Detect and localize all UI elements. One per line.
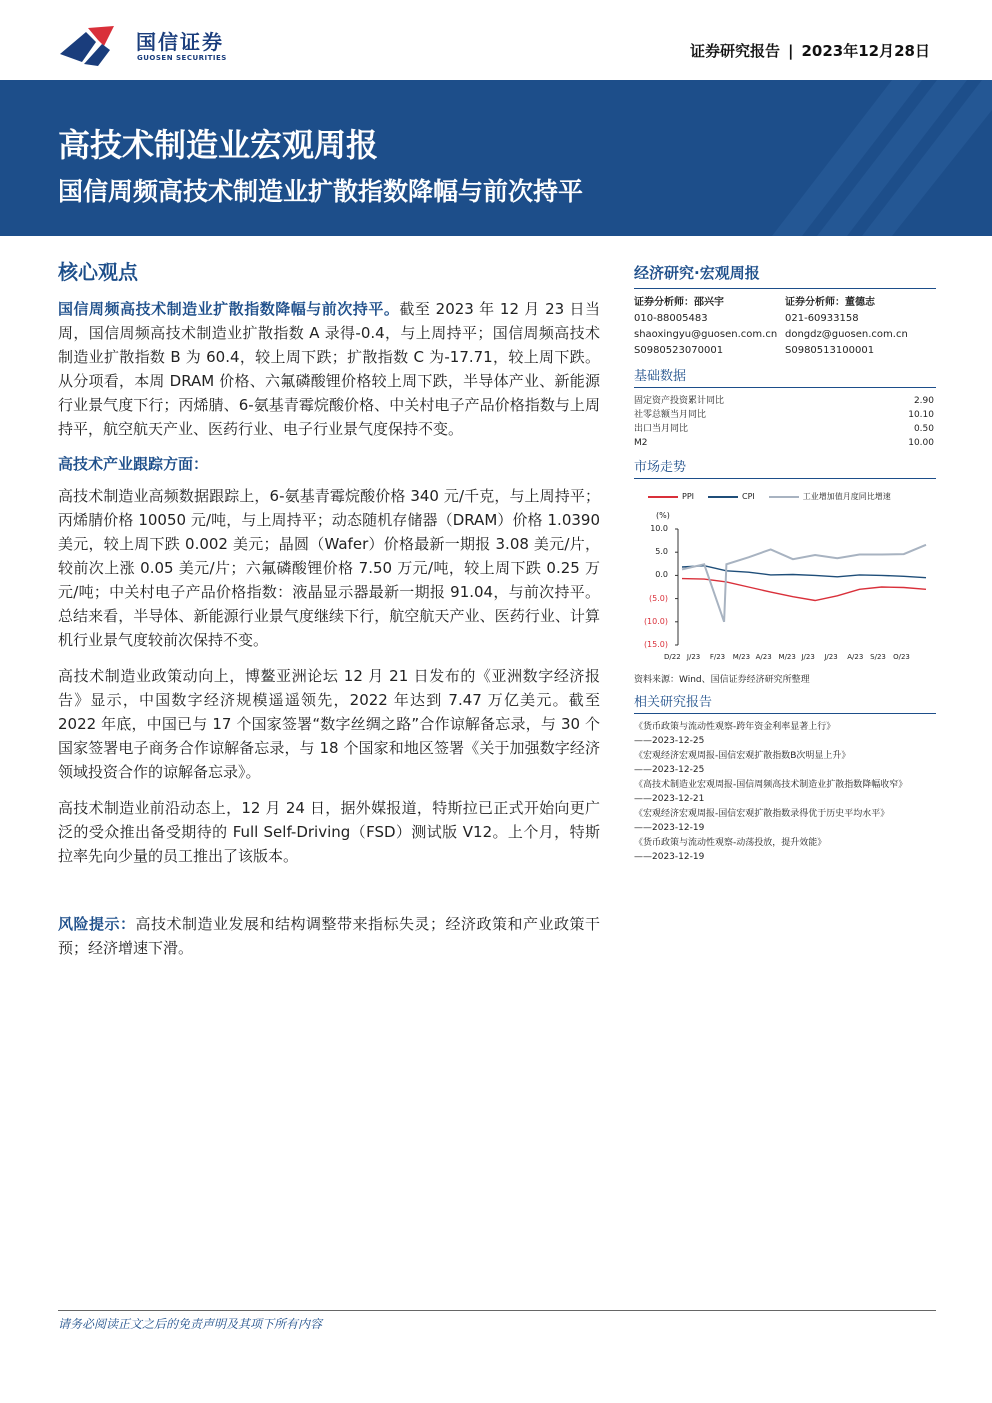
- high-freq-paragraph: 高技术制造业高频数据跟踪上，6-氨基青霉烷酸价格 340 元/千克，与上周持平；丙烯腈价格 10050 元/吨，与上周持平；动态随机存储器（DRAM）价格 1.0390 美元，较上周下跌 0.002 美元；晶圆（Wafer）价格最新一期报 3.08 美元/片，较前次上涨 0.05 美元/片；六氟磷酸锂价格 7.50 万元/吨，较上周下跌 0.25 万元/吨；中关村电子产品价格指数：液晶显示器最新一期报 91.04，与前次持平。总结来看，半导体、新能源行业景气度继续下行，航空航天产业、医药行业、计算机行业景气度较前次保持不变。: [58, 487, 600, 649]
- y-tick-label: 5.0: [655, 547, 668, 557]
- related-report-item[interactable]: [634, 749, 936, 777]
- risk-lead: 风险提示：: [58, 915, 136, 933]
- data-row: [634, 394, 936, 408]
- footer-disclaimer: 请务必阅读正文之后的免责声明及其项下所有内容: [58, 1317, 323, 1331]
- frontier-paragraph: 高技术制造业前沿动态上，12 月 24 日，据外媒报道，特斯拉已正式开始向更广泛的受众推出备受期待的 Full Self-Driving（FSD）测试版 V12。上个月，特斯拉率先向少量的员工推出了该版本。: [58, 799, 600, 865]
- analyst-phone: 010-88005483: [634, 313, 708, 324]
- report-subtitle: 国信周频高技术制造业扩散指数降幅与前次持平: [58, 177, 584, 206]
- legend-label: CPI: [742, 492, 755, 501]
- data-row: [634, 422, 936, 436]
- analyst-phone: 021-60933158: [785, 313, 859, 324]
- core-view-body: 截至 2023 年 12 月 23 日当周，国信周频高技术制造业扩散指数 A 录得-0.4，与上周持平；国信周频高技术制造业扩散指数 B 为 60.4，较上周下跌；扩散指数 C 为-17.71，较上周下跌。从分项看，本周 DRAM 价格、六氟磷酸锂价格较上周下跌，半导体产业、新能源行业景气度下行；丙烯腈、6-氨基青霉烷酸价格、中关村电子产品价格指数与上周持平，航空航天产业、医药行业、电子行业景气度保持不变。: [58, 300, 600, 438]
- header-separator: |: [788, 42, 794, 60]
- logo-mark-icon: [58, 24, 128, 66]
- related-report-item[interactable]: [634, 807, 936, 835]
- y-tick-label: (15.0): [643, 640, 668, 649]
- data-value: 10.10: [908, 410, 934, 420]
- risk-body: 高技术制造业发展和结构调整带来指标失灵；经济政策和产业政策干预；经济增速下滑。: [58, 915, 600, 957]
- x-tick-label: J/23: [801, 653, 815, 661]
- related-report-title: 《高技术制造业宏观周报-国信周频高技术制造业扩散指数降幅收窄》: [634, 780, 908, 790]
- related-reports-list: [634, 720, 936, 864]
- legend-label: PPI: [682, 492, 695, 501]
- analyst-cert: S0980513100001: [785, 345, 875, 356]
- x-tick-label: A/23: [755, 653, 772, 661]
- x-tick-label: S/23: [870, 653, 886, 661]
- x-tick-label: M/23: [732, 653, 751, 661]
- analyst-email[interactable]: shaoxingyu@guosen.com.cn: [634, 329, 778, 340]
- related-report-date: ——2023-12-21: [634, 794, 705, 804]
- policy-paragraph: 高技术制造业政策动向上，博鳌亚洲论坛 12 月 21 日发布的《亚洲数字经济报告》显示，中国数字经济规模遥遥领先，2022 年达到 7.47 万亿美元。截至 2022 年底，中国已与 17 个国家签署“数字丝绸之路”合作谅解备忘录，与 30 个国家签署电子商务合作谅解备忘录，与 18 个国家和地区签署《关于加强数字经济领域投资合作的谅解备忘录》。: [58, 667, 600, 781]
- analyst-1: [634, 295, 785, 359]
- related-report-title: 《货币政策与流动性观察-动荡投放，提升效能》: [634, 838, 827, 848]
- related-reports-heading: 相关研究报告: [634, 691, 936, 714]
- logo-text-en: GUOSEN SECURITIES: [137, 54, 227, 62]
- page-footer: [58, 1310, 936, 1332]
- report-date: 2023年12月28日: [801, 42, 930, 60]
- series-line-cpi: [682, 566, 926, 578]
- related-report-date: ——2023-12-25: [634, 736, 705, 746]
- series-line-ppi: [682, 579, 926, 601]
- core-view-heading: 核心观点: [58, 260, 138, 284]
- data-value: 0.50: [913, 424, 934, 434]
- data-label: 固定资产投资累计同比: [634, 396, 725, 406]
- data-row: [634, 408, 936, 422]
- sidebar-title: 经济研究·宏观周报: [634, 262, 936, 289]
- chart-plot: [634, 485, 934, 670]
- analyst-name: 邵兴宇: [694, 297, 724, 308]
- analyst-email[interactable]: dongdz@guosen.com.cn: [785, 329, 908, 340]
- y-tick-label: (5.0): [649, 593, 668, 603]
- main-content: [58, 256, 600, 972]
- title-banner: [0, 80, 992, 236]
- tracking-subheading: 高技术产业跟踪方面：: [58, 455, 209, 473]
- report-type: 证券研究报告: [690, 42, 781, 60]
- related-report-date: ——2023-12-19: [634, 823, 705, 833]
- x-tick-label: J/23: [686, 653, 701, 661]
- x-tick-label: F/23: [709, 653, 726, 661]
- y-tick-label: 0.0: [655, 570, 668, 580]
- data-label: 社零总额当月同比: [634, 410, 707, 420]
- related-report-item[interactable]: [634, 720, 936, 748]
- related-report-title: 《宏观经济宏观周报-国信宏观扩散指数B次明显上升》: [634, 751, 851, 761]
- chart-source: 资料来源：Wind、国信证券经济研究所整理: [634, 675, 810, 685]
- y-tick-label: (10.0): [643, 616, 668, 626]
- related-report-title: 《货币政策与流动性观察-跨年资金利率显著上行》: [634, 722, 836, 732]
- series-line-industrial-output: [682, 545, 926, 622]
- x-tick-label: D/22: [664, 653, 681, 661]
- report-title: 高技术制造业宏观周报: [58, 126, 379, 164]
- x-tick-label: J/23: [824, 653, 838, 661]
- analyst-2: [785, 295, 936, 359]
- company-logo: [58, 22, 258, 68]
- data-value: 10.00: [908, 438, 934, 448]
- market-trend-chart: [634, 485, 934, 670]
- core-view-paragraph: [58, 297, 600, 441]
- related-report-date: ——2023-12-19: [634, 852, 705, 862]
- x-tick-label: M/23: [778, 653, 796, 661]
- page-header: [0, 0, 992, 80]
- data-label: 出口当月同比: [634, 424, 689, 434]
- core-view-lead: 国信周频高技术制造业扩散指数降幅与前次持平。: [58, 300, 400, 318]
- risk-paragraph: [58, 912, 600, 960]
- x-tick-label: A/23: [847, 653, 864, 661]
- market-trend-heading: 市场走势: [634, 456, 936, 479]
- related-report-title: 《宏观经济宏观周报-国信宏观扩散指数录得优于历史平均水平》: [634, 809, 890, 819]
- data-row: [634, 436, 936, 450]
- basic-data-table: [634, 394, 936, 450]
- analyst-label: 证券分析师：: [785, 297, 845, 308]
- analyst-name: 董德志: [845, 297, 875, 308]
- basic-data-heading: 基础数据: [634, 365, 936, 388]
- chart-unit: (%): [656, 511, 670, 520]
- banner-stripes: [772, 80, 992, 236]
- sidebar: [634, 262, 936, 865]
- analyst-cert: S0980523070001: [634, 345, 724, 356]
- related-report-date: ——2023-12-25: [634, 765, 705, 775]
- x-tick-label: O/23: [893, 653, 910, 661]
- logo-text-cn: 国信证券: [136, 30, 224, 54]
- analyst-label: 证券分析师：: [634, 297, 694, 308]
- related-report-item[interactable]: [634, 836, 936, 864]
- y-tick-label: 10.0: [650, 524, 668, 533]
- data-value: 2.90: [913, 396, 934, 406]
- analyst-info: [634, 295, 936, 359]
- legend-label: 工业增加值月度同比增速: [802, 492, 891, 501]
- report-type-date: [690, 40, 930, 61]
- related-report-item[interactable]: [634, 778, 936, 806]
- data-label: M2: [634, 438, 648, 448]
